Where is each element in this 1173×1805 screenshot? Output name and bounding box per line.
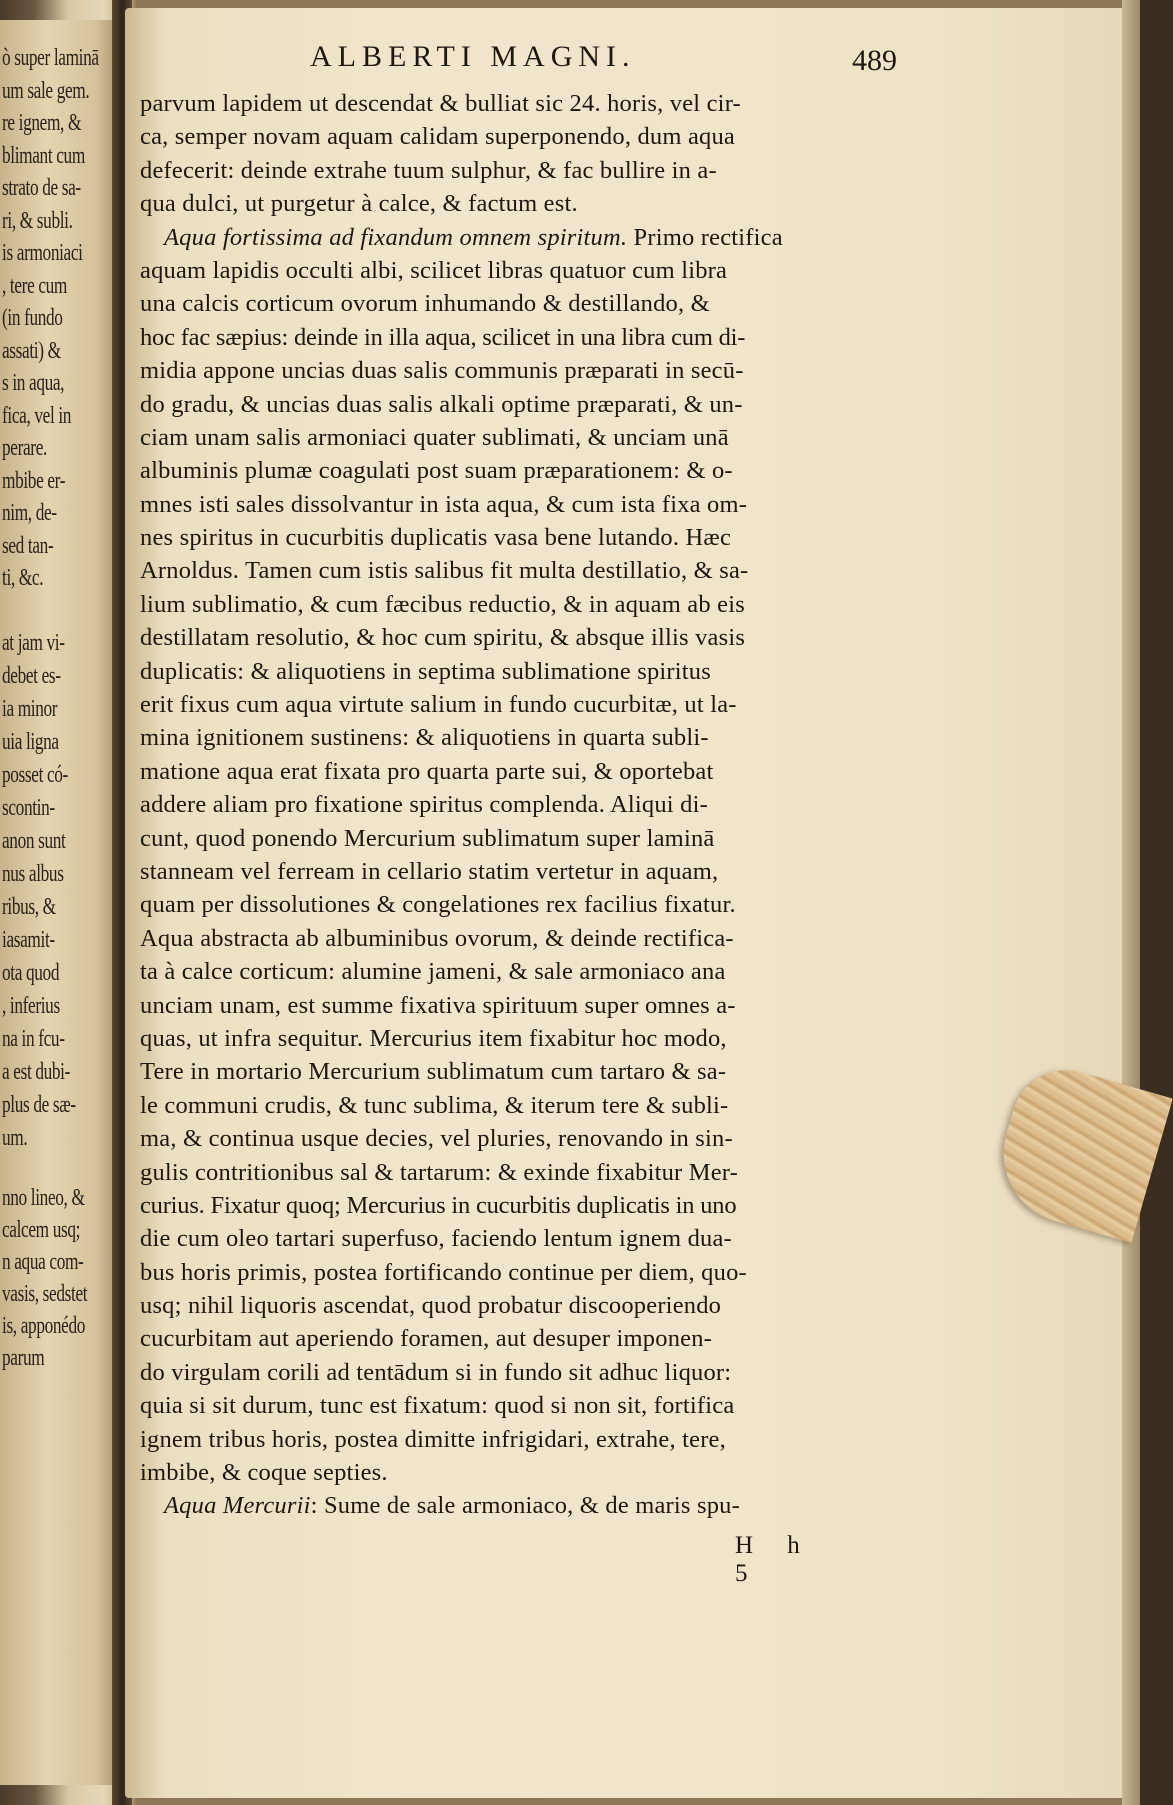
left-page-fragment-line: , inferius [2, 993, 60, 1019]
left-page-fragment-line: nus albus [2, 861, 64, 887]
left-page-fragment-line: scontin- [2, 795, 55, 821]
left-page-fragment-line: nno lineo, & [2, 1185, 85, 1211]
left-page-fragment-line: anon sunt [2, 828, 66, 854]
text-line: do gradu, & uncias duas salis alkali optime præparati, & un- [140, 390, 743, 418]
left-page-fragment-line: s in aqua, [2, 370, 65, 396]
left-page-fragment-line: ò super laminā [2, 45, 99, 71]
left-page-fragment-line: perare. [2, 435, 47, 461]
left-page-fragment-line: blimant cum [2, 142, 85, 169]
left-page-fragment-line: fica, vel in [2, 402, 72, 429]
left-page-fragment-line: um sale gem. [2, 77, 90, 104]
left-page-fragment-line: debet es- [2, 663, 61, 689]
text-line: quas, ut infra sequitur. Mercurius item fixabitur hoc modo, [140, 1024, 727, 1052]
left-page-fragment-line: at jam vi- [2, 630, 65, 656]
left-page-fragment-line: uia ligna [2, 729, 59, 755]
text-line: hoc fac sæpius: deinde in illa aqua, scilicet in una libra cum di- [140, 323, 746, 351]
text-line: erit fixus cum aqua virtute salium in fundo cucurbitæ, ut la- [140, 691, 737, 719]
left-page-fragment-line: na in fcu- [2, 1026, 65, 1052]
running-head: ALBERTI MAGNI. [310, 40, 636, 73]
left-page-fragment-line: is armoniaci [2, 240, 83, 266]
text-line [140, 1489, 930, 1522]
text-line: ta à calce corticum: alumine jameni, & sale armoniaco ana [140, 958, 726, 986]
text-line: midia appone uncias duas salis communis præparati in secū- [140, 357, 744, 385]
text-line: mina ignitionem sustinens: & aliquotiens in quarta subli- [140, 724, 709, 752]
left-page-fragment-line: um. [2, 1125, 28, 1151]
text-line: aquam lapidis occulti albi, scilicet libras quatuor cum libra [140, 256, 728, 284]
rubric-aqua-mercurii: Aqua Mercurii [164, 1492, 311, 1520]
left-page-fragment [0, 20, 120, 1785]
left-page-fragment-line: ti, &c. [2, 565, 44, 591]
text-line: duplicatis: & aliquotiens in septima sublimatione spiritus [140, 657, 711, 685]
left-page-fragment-line: calcem usq; [2, 1217, 81, 1243]
text-line: mnes isti sales dissolvantur in ista aqua, & cum ista fixa om- [140, 490, 748, 518]
text-line: imbibe, & coque septies. [140, 1459, 388, 1487]
page-number: 489 [852, 44, 897, 77]
text-line: le communi crudis, & tunc sublima, & iterum tere & subli- [140, 1091, 729, 1119]
rubric-aqua-fortissima: Aqua fortissima ad fixandum omnem spiritum. [164, 223, 628, 251]
text-line-rest: : Sume de sale armoniaco, & de maris spu- [310, 1492, 740, 1520]
left-page-fragment-line: iasamit- [2, 927, 55, 953]
page-edge [1122, 0, 1140, 1805]
text-line: ca, semper novam aquam calidam superponendo, dum aqua [140, 123, 735, 151]
text-line: destillatam resolutio, & hoc cum spiritu, & absque illis vasis [140, 624, 746, 652]
text-line: albuminis plumæ coagulati post suam præparationem: & o- [140, 457, 733, 485]
text-line: cucurbitam aut aperiendo foramen, aut desuper imponen- [140, 1325, 713, 1353]
text-line-rest: Primo rectifica [633, 223, 783, 251]
left-page-fragment-line: a est dubi- [2, 1059, 71, 1085]
text-line: die cum oleo tartari superfuso, faciendo lentum ignem dua- [140, 1225, 732, 1253]
left-page-fragment-line: plus de sæ- [2, 1092, 76, 1118]
left-page-fragment-line: nim, de- [2, 500, 57, 526]
text-line: ma, & continua usque decies, vel pluries, renovando in sin- [140, 1125, 733, 1153]
text-line: lium sublimatio, & cum fæcibus reductio, & in aquam ab eis [140, 590, 745, 618]
text-line [140, 221, 930, 254]
text-line: matione aqua erat fixata pro quarta parte sui, & oportebat [140, 757, 714, 785]
left-page-fragment-line: assati) & [2, 337, 61, 364]
text-line: stanneam vel ferream in cellario statim vertetur in aquam, [140, 857, 719, 885]
text-line: qua dulci, ut purgetur à calce, & factum est. [140, 190, 578, 218]
left-page-fragment-line: ia minor [2, 696, 58, 722]
left-page-fragment-line: sed tan- [2, 532, 54, 559]
left-page-fragment-line: vasis, sedstet [2, 1281, 88, 1307]
left-page-fragment-line: posset có- [2, 762, 68, 788]
text-line: quia si sit durum, tunc est fixatum: quod si non sit, fortifica [140, 1392, 735, 1420]
main-text-block [140, 87, 930, 1523]
text-line: do virgulam corili ad tentādum si in fundo sit adhuc liquor: [140, 1358, 732, 1386]
text-line: una calcis corticum ovorum inhumando & destillando, & [140, 290, 710, 318]
text-line: nes spiritus in cucurbitis duplicatis vasa bene lutando. Hæc [140, 524, 732, 552]
text-line: curius. Fixatur quoq; Mercurius in cucurbitis duplicatis in uno [140, 1191, 737, 1219]
text-line: Arnoldus. Tamen cum istis salibus fit multa destillatio, & sa- [140, 557, 749, 585]
left-page-fragment-line: ribus, & [2, 894, 56, 920]
text-line: unciam unam, est summe fixativa spirituum super omnes a- [140, 991, 736, 1019]
left-page-fragment-line: ri, & subli. [2, 207, 73, 234]
left-page-fragment-line: strato de sa- [2, 175, 81, 201]
left-page-fragment-line: ota quod [2, 960, 60, 986]
text-line: Aqua abstracta ab albuminibus ovorum, & deinde rectifica- [140, 924, 734, 952]
text-line: defecerit: deinde extrahe tuum sulphur, & fac bullire in a- [140, 156, 717, 184]
left-page-fragment-line: parum [2, 1345, 45, 1371]
signature-mark: H h 5 [735, 1532, 814, 1587]
text-line: gulis contritionibus sal & tartarum: & exinde fixabitur Mer- [140, 1158, 739, 1186]
text-line: ciam unam salis armoniaci quater sublimati, & unciam unā [140, 423, 729, 451]
text-line: cunt, quod ponendo Mercurium sublimatum super laminā [140, 824, 715, 852]
text-line: Tere in mortario Mercurium sublimatum cum tartaro & sa- [140, 1058, 727, 1086]
text-line: parvum lapidem ut descendat & bulliat sic 24. horis, vel cir- [140, 90, 741, 117]
left-page-fragment-line: n aqua com- [2, 1249, 84, 1275]
text-line: quam per dissolutiones & congelationes rex facilius fixatur. [140, 891, 736, 919]
left-page-fragment-line: mbibe er- [2, 467, 66, 494]
left-page-fragment-line: re ignem, & [2, 110, 82, 136]
left-page-fragment-line: (in fundo [2, 305, 63, 331]
left-page-fragment-line: , tere cum [2, 272, 68, 299]
left-page-fragment-line: is, apponédo [2, 1313, 86, 1339]
text-line: bus horis primis, postea fortificando continue per diem, quo- [140, 1258, 747, 1286]
text-line: usq; nihil liquoris ascendat, quod probatur discooperiendo [140, 1292, 722, 1320]
text-line: addere aliam pro fixatione spiritus complenda. Aliqui di- [140, 791, 708, 819]
text-line: ignem tribus horis, postea dimitte infrigidari, extrahe, tere, [140, 1425, 726, 1453]
